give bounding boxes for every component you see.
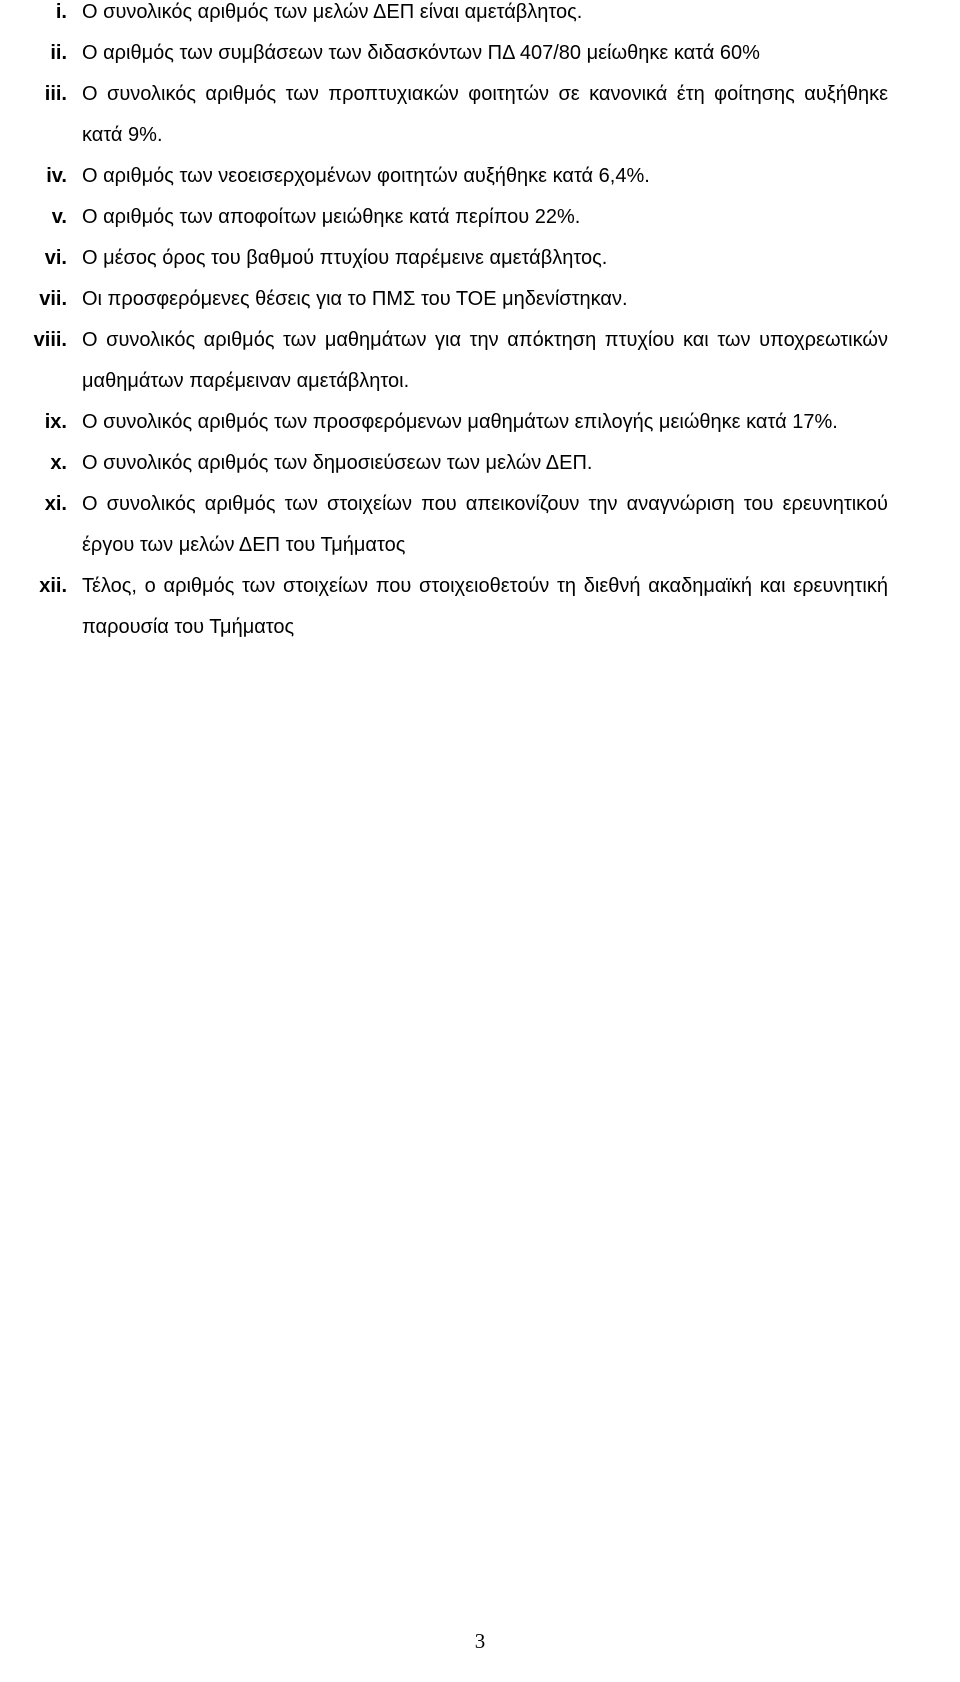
list-text: Οι προσφερόμενες θέσεις για το ΠΜΣ του ΤΟΕ μηδενίστηκαν.: [82, 288, 628, 310]
list-numeral: ii.: [50, 42, 67, 64]
list-numeral: ix.: [44, 411, 67, 433]
list-text: Ο συνολικός αριθμός των μαθημάτων για την απόκτηση πτυχίου και των υποχρεωτικών μαθημάτων παρέμειναν αμετάβλητοι.: [82, 329, 888, 392]
list-text: Τέλος, ο αριθμός των στοιχείων που στοιχειοθετούν τη διεθνή ακαδημαϊκή και ερευνητική παρουσία του Τμήματος: [82, 575, 888, 638]
list-item: [0, 402, 960, 443]
list-text: Ο συνολικός αριθμός των στοιχείων που απεικονίζουν την αναγνώριση του ερευνητικού έργου των μελών ΔΕΠ του Τμήματος: [82, 493, 888, 556]
list-item: [0, 156, 960, 197]
list-numeral: iii.: [44, 83, 67, 105]
list-item: [0, 238, 960, 279]
list-text: Ο συνολικός αριθμός των μελών ΔΕΠ είναι αμετάβλητος.: [82, 1, 583, 23]
list-text: Ο αριθμός των συμβάσεων των διδασκόντων ΠΔ 407/80 μείωθηκε κατά 60%: [82, 42, 760, 64]
list-numeral: vii.: [39, 288, 67, 310]
numbered-list: [0, 0, 960, 648]
list-item: [0, 443, 960, 484]
list-text: Ο αριθμός των νεοεισερχομένων φοιτητών αυξήθηκε κατά 6,4%.: [82, 165, 650, 187]
document-page: [0, 0, 960, 648]
list-item: [0, 0, 960, 33]
list-text: Ο αριθμός των αποφοίτων μειώθηκε κατά περίπου 22%.: [82, 206, 581, 228]
list-item: [0, 320, 960, 402]
page-number: 3: [474, 1629, 486, 1653]
list-numeral: viii.: [33, 329, 67, 351]
list-item: [0, 197, 960, 238]
list-text: Ο μέσος όρος του βαθμού πτυχίου παρέμεινε αμετάβλητος.: [82, 247, 608, 269]
list-numeral: v.: [51, 206, 67, 228]
list-item: [0, 279, 960, 320]
list-numeral: xii.: [39, 575, 67, 597]
list-item: [0, 33, 960, 74]
list-numeral: x.: [50, 452, 67, 474]
list-item: [0, 74, 960, 156]
list-item: [0, 484, 960, 566]
list-numeral: i.: [55, 1, 67, 23]
list-text: Ο συνολικός αριθμός των δημοσιεύσεων των μελών ΔΕΠ.: [82, 452, 593, 474]
list-text: Ο συνολικός αριθμός των προπτυχιακών φοιτητών σε κανονικά έτη φοίτησης αυξήθηκε κατά 9%.: [82, 83, 888, 146]
list-numeral: iv.: [46, 165, 67, 187]
list-item: [0, 566, 960, 648]
list-numeral: vi.: [44, 247, 67, 269]
list-text: Ο συνολικός αριθμός των προσφερόμενων μαθημάτων επιλογής μειώθηκε κατά 17%.: [82, 411, 838, 433]
list-numeral: xi.: [44, 493, 67, 515]
